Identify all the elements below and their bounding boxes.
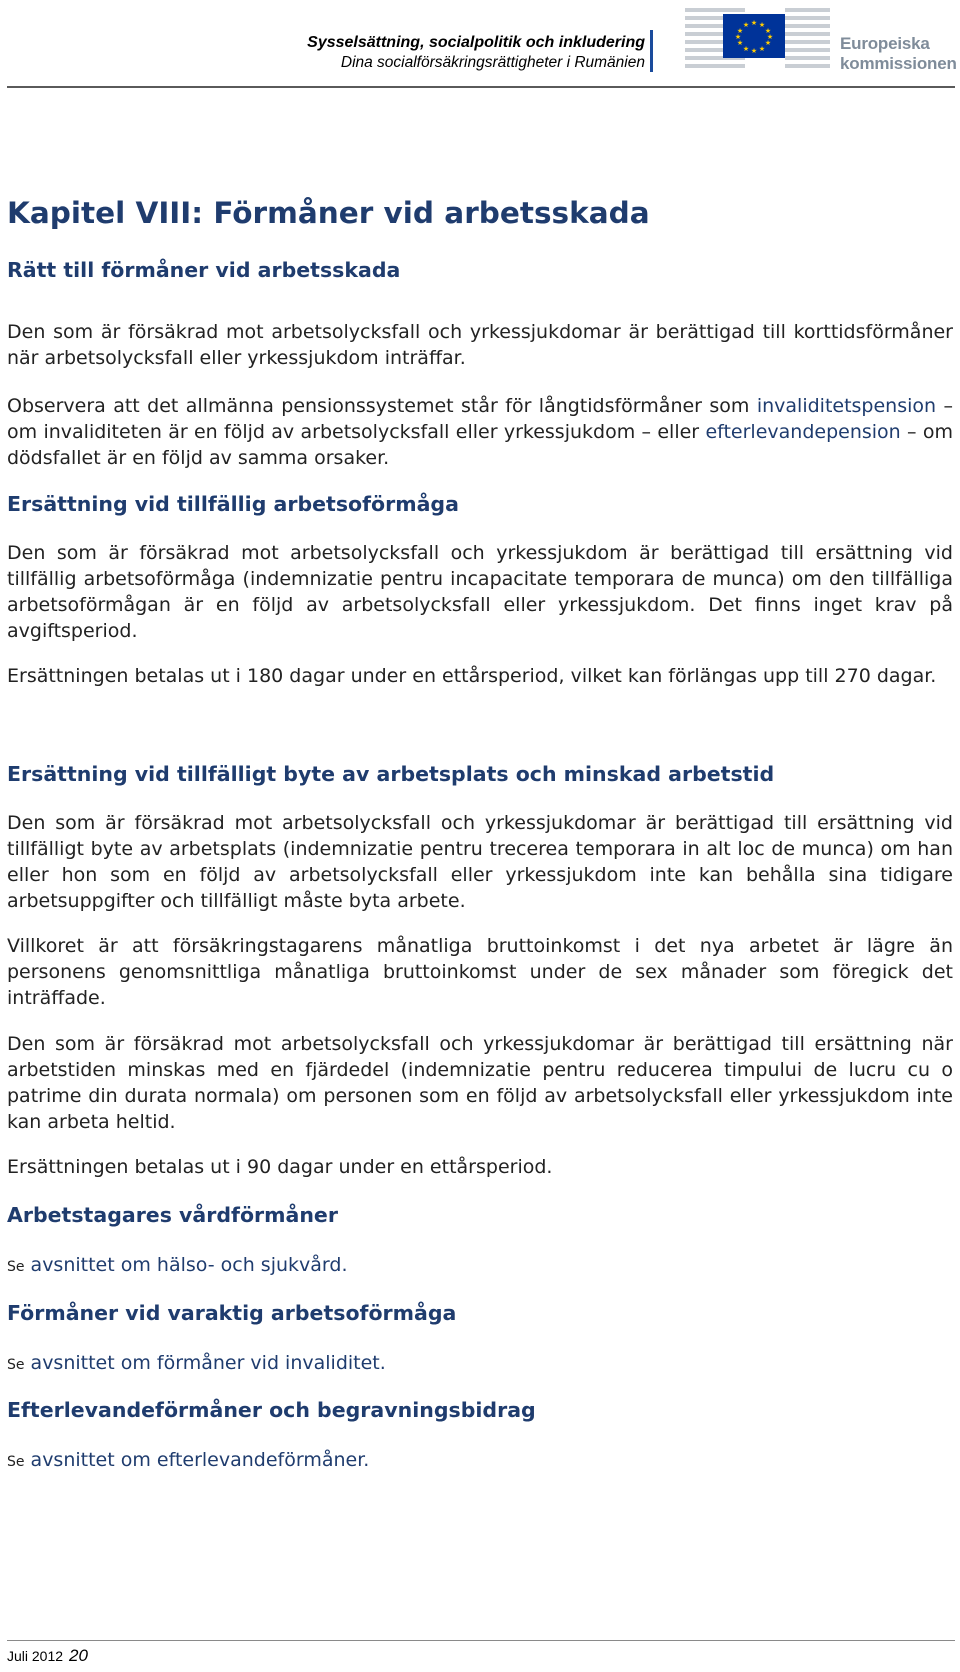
svg-text:★: ★ (766, 33, 774, 41)
footer-rule (7, 1640, 955, 1641)
footer-date: Juli 2012 (7, 1648, 64, 1664)
section-title-workplace-change: Ersättning vid tillfälligt byte av arbetsplats och minskad arbetstid (7, 762, 775, 786)
page-number: 20 (69, 1646, 88, 1665)
svg-text:★: ★ (742, 45, 750, 53)
section-title-survivor-benefits: Efterlevandeförmåner och begravningsbidrag (7, 1398, 536, 1422)
section-title-care-benefits: Arbetstagares vårdförmåner (7, 1203, 338, 1227)
svg-text:★: ★ (764, 27, 772, 35)
text-run: – om invaliditeten är en följd av arbetsolycksfall eller yrkessjukdom – eller (7, 395, 953, 443)
text-run: Observera att det allmänna pensionssystemet står för långtidsförmåner som (7, 395, 757, 417)
paragraph: Ersättningen betalas ut i 90 dagar under en ettårsperiod. (7, 1156, 553, 1178)
link-survivor-section[interactable]: avsnittet om efterlevandeförmåner. (30, 1449, 370, 1471)
logo-line-1: Europeiska (840, 34, 930, 53)
text-run: – om dödsfallet är en följd av samma orsaker. (7, 421, 953, 469)
link-invalidity-section[interactable]: avsnittet om förmåner vid invaliditet. (30, 1352, 386, 1374)
header-title: Sysselsättning, socialpolitik och inkludering (307, 34, 645, 51)
page-footer (7, 1646, 88, 1666)
link-health-care-section[interactable]: avsnittet om hälso- och sjukvård. (30, 1254, 348, 1276)
svg-text:★: ★ (736, 39, 744, 47)
paragraph: Villkoret är att försäkringstagarens månatliga bruttoinkomst i det nya arbetet är lägre än personens genomsnittliga månatliga bruttoinkomst under de sex månader som föregick det inträffade. (7, 935, 953, 1009)
logo-line-2: kommissionen (840, 54, 957, 73)
paragraph: Ersättningen betalas ut i 180 dagar under en ettårsperiod, vilket kan förlängas upp till 270 dagar. (7, 665, 937, 687)
svg-text:★: ★ (734, 33, 742, 41)
section-title-permanent-incapacity: Förmåner vid varaktig arbetsoförmåga (7, 1301, 457, 1325)
page-header (0, 0, 960, 90)
svg-text:★: ★ (758, 21, 766, 29)
see-label: Se (7, 1357, 25, 1373)
header-rule (7, 86, 955, 88)
header-text (307, 33, 645, 73)
eu-logo-wordmark (840, 34, 957, 74)
see-label: Se (7, 1454, 25, 1470)
paragraph: Den som är försäkrad mot arbetsolycksfall och yrkessjukdom är berättigad till ersättning vid tillfällig arbetsoförmåga (indemnizatie pentru incapacitate temporara de munca) om den tillfälliga arbetsoförmågan är en följd av arbetsolycksfall eller yrkessjukdom. Det finns inget krav på avgiftsperiod. (7, 542, 953, 642)
paragraph: Den som är försäkrad mot arbetsolycksfall och yrkessjukdomar är berättigad till ersättning när arbetstiden minskas med en fjärdedel (indemnizatie pentru reducerea timpului de lucru cu o patrime din durata normala) om personen som en följd av arbetsolycksfall eller yrkessjukdom inte kan arbeta heltid. (7, 1033, 953, 1133)
svg-text:★: ★ (758, 45, 766, 53)
svg-text:★: ★ (750, 19, 758, 27)
link-efterlevandepension[interactable]: efterlevandepension (705, 421, 901, 443)
see-reference (7, 1447, 953, 1475)
paragraph-pension-note (7, 393, 953, 471)
header-divider-bar (650, 30, 653, 72)
section-title-rights: Rätt till förmåner vid arbetsskada (7, 258, 401, 282)
svg-text:★: ★ (764, 39, 772, 47)
svg-text:★: ★ (750, 47, 758, 55)
svg-text:★: ★ (742, 21, 750, 29)
section-title-temporary-incapacity: Ersättning vid tillfällig arbetsoförmåga (7, 492, 459, 516)
paragraph: Den som är försäkrad mot arbetsolycksfall och yrkessjukdomar är berättigad till ersättning vid tillfälligt byte av arbetsplats (indemnizatie pentru trecerea temporara in alt loc de munca) om han eller hon som en följd av arbetsolycksfall eller yrkessjukdom inte kan behålla sina tidigare arbetsuppgifter och tillfälligt måste byta arbete. (7, 812, 953, 912)
svg-text:★: ★ (736, 27, 744, 35)
chapter-title: Kapitel VIII: Förmåner vid arbetsskada (7, 196, 650, 230)
see-label: Se (7, 1259, 25, 1275)
paragraph: Den som är försäkrad mot arbetsolycksfall och yrkessjukdomar är berättigad till korttidsförmåner när arbetsolycksfall eller yrkessjukdom inträffar. (7, 321, 953, 369)
see-reference (7, 1350, 953, 1378)
see-reference (7, 1252, 953, 1280)
header-subtitle: Dina socialförsäkringsrättigheter i Rumänien (340, 54, 645, 71)
link-invaliditetspension[interactable]: invaliditetspension (756, 395, 937, 417)
